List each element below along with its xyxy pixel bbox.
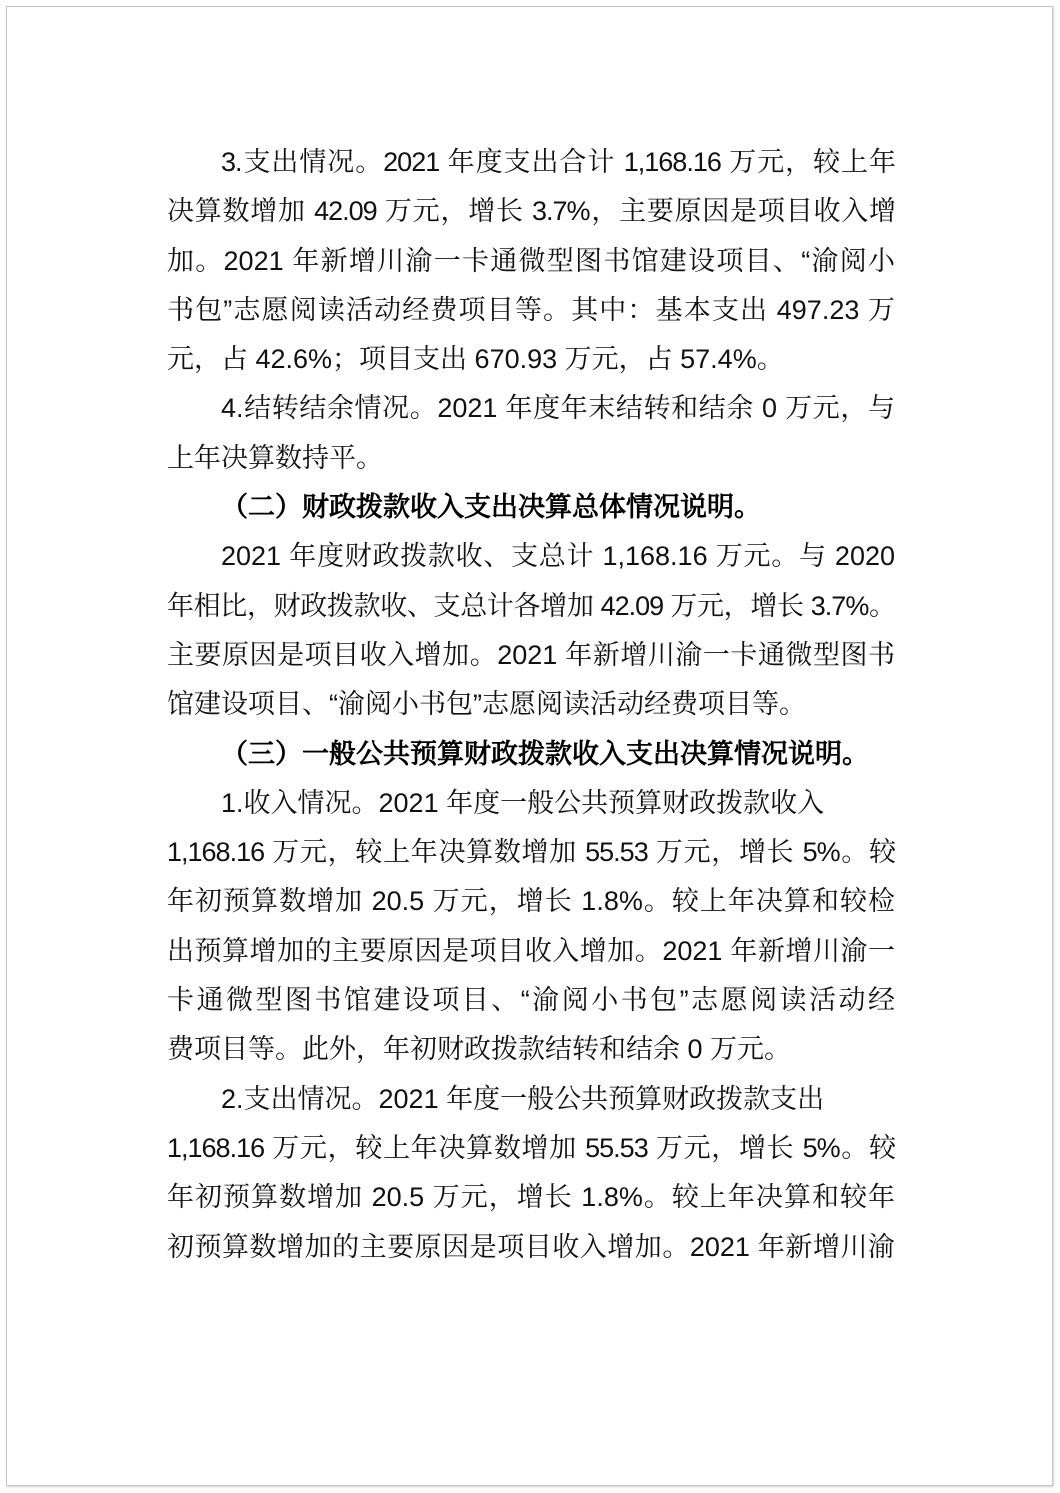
text-line: 1,168.16 万元，较上年决算数增加 55.53 万元，增长 5%。较 [167,1132,895,1163]
text-line: 1,168.16 万元，较上年决算数增加 55.53 万元，增长 5%。较 [167,837,895,868]
text-line: 元，占 42.6%；项目支出 670.93 万元，占 57.4%。 [167,344,784,375]
section-heading-text: （二）财政拨款收入支出决算总体情况说明。 [221,492,761,523]
section-heading [167,483,895,532]
paragraph-general-expenditure [167,1075,895,1272]
text-line: 2.支出情况。2021 年度一般公共预算财政拨款支出 [221,1083,825,1114]
section-heading-text: （三）一般公共预算财政拨款收入支出决算情况说明。 [221,738,869,769]
text-line: 出预算增加的主要原因是项目收入增加。2021 年新增川渝一 [167,935,895,966]
text-line: 馆建设项目、“渝阅小书包”志愿阅读活动经费项目等。 [167,689,806,720]
section-heading [167,730,895,779]
text-line: 决算数增加 42.09 万元，增长 3.7%，主要原因是项目收入增 [167,196,895,227]
paragraph-expenditure [167,138,895,384]
text-line: 2021 年度财政拨款收、支总计 1,168.16 万元。与 2020 [221,541,895,572]
text-line: 费项目等。此外，年初财政拨款结转和结余 0 万元。 [167,1034,792,1065]
text-line: 主要原因是项目收入增加。2021 年新增川渝一卡通微型图书 [167,639,895,670]
text-line: 1.收入情况。2021 年度一般公共预算财政拨款收入 [221,787,825,818]
text-line: 书包”志愿阅读活动经费项目等。其中：基本支出 497.23 万 [167,294,895,325]
text-line: 年初预算数增加 20.5 万元，增长 1.8%。较上年决算和较检 [167,886,895,917]
text-line: 加。2021 年新增川渝一卡通微型图书馆建设项目、“渝阅小 [167,245,895,276]
paragraph-income [167,779,895,1075]
text-line: 4.结转结余情况。2021 年度年末结转和结余 0 万元，与 [221,393,895,424]
text-line: 年相比，财政拨款收、支总计各增加 42.09 万元，增长 3.7%。 [167,590,895,621]
paragraph-fiscal-overview [167,532,895,729]
text-line: 卡通微型图书馆建设项目、“渝阅小书包”志愿阅读活动经 [167,985,895,1016]
text-line: 上年决算数持平。 [167,442,383,473]
document-page [167,138,895,1272]
text-line: 年初预算数增加 20.5 万元，增长 1.8%。较上年决算和较年 [167,1182,895,1213]
text-line: 3.支出情况。2021 年度支出合计 1,168.16 万元，较上年 [221,147,895,177]
paragraph-carryover [167,384,895,483]
text-line: 初预算数增加的主要原因是项目收入增加。2021 年新增川渝 [167,1231,895,1262]
